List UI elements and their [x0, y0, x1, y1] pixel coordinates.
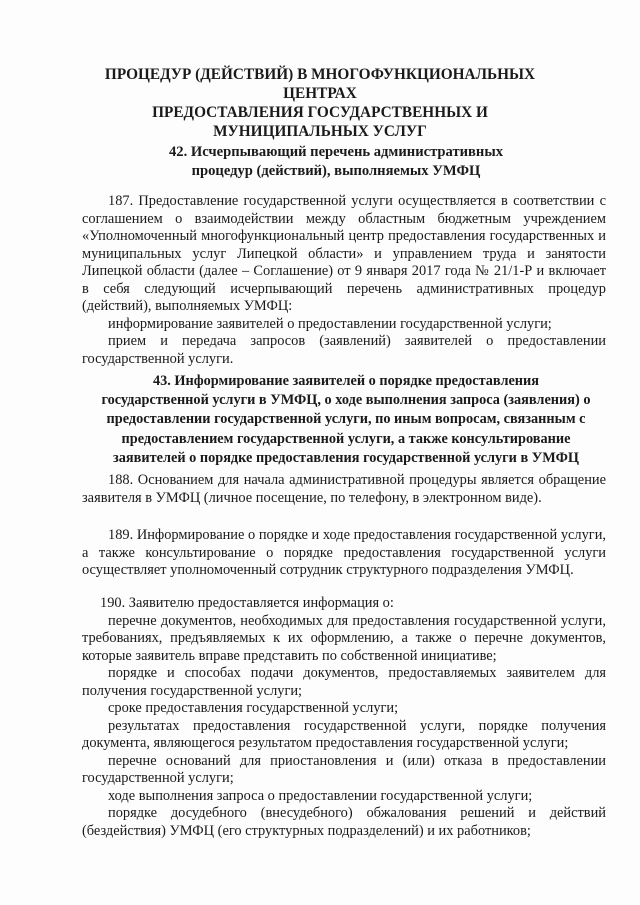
- heading-line: 43. Информирование заявителей о порядке предоставления: [152, 373, 540, 389]
- list-item: информирование заявителей о предоставлении государственной услуги;: [108, 315, 552, 332]
- title-line: МУНИЦИПАЛЬНЫХ УСЛУГ: [213, 123, 427, 140]
- list-item: перечне документов, необходимых для предоставления государственной услуги, требованиях, предъявляемых к их оформлению, а также о перечне документов, которые заявитель вправе представить по собственной инициативе;: [82, 612, 606, 664]
- list-item: порядке досудебного (внесудебного) обжалования решений и действий (бездействия) УМФЦ (его структурных подразделений) и их работников;: [82, 805, 606, 839]
- heading-line: предоставлении государственной услуги, по иным вопросам, связанным с: [106, 411, 586, 428]
- paragraph-188-block: [82, 472, 606, 507]
- title-line: ПРОЦЕДУР (ДЕЙСТВИЙ) В МНОГОФУНКЦИОНАЛЬНЫХ ЦЕНТРАХ: [104, 66, 536, 102]
- list-item: сроке предоставления государственной услуги;: [108, 700, 399, 716]
- paragraph-190: 190. Заявителю предоставляется информация о:: [100, 595, 394, 611]
- heading-line: процедур (действий), выполняемых УМФЦ: [191, 163, 481, 179]
- document-title: [70, 65, 570, 141]
- paragraph-189-block: [82, 527, 606, 580]
- list-item: порядке и способах подачи документов, предоставляемых заявителем для получения государственной услуги;: [82, 665, 606, 699]
- list-item: прием и передача запросов (заявлений) заявителей о предоставлении государственной услуги.: [82, 333, 606, 367]
- heading-line: государственной услуги в УМФЦ, о ходе выполнения запроса (заявления) о: [101, 392, 591, 409]
- paragraph-188: 188. Основанием для начала административной процедуры является обращение заявителя в УМФЦ (личное посещение, по телефону, в электронном виде).: [82, 472, 606, 506]
- heading-line: предоставлением государственной услуги, а также консультирование: [121, 430, 571, 447]
- list-item: ходе выполнения запроса о предоставлении государственной услуги;: [108, 787, 533, 804]
- section-43-heading: [82, 372, 610, 468]
- list-item: результатах предоставления государственной услуги, порядке получения документа, являющегося результатом предоставления государственной услуги;: [82, 717, 606, 751]
- section-42-body: [82, 193, 606, 368]
- list-item: перечне оснований для приостановления и (или) отказа в предоставлении государственной услуги;: [82, 752, 606, 786]
- section-42-heading: [140, 143, 532, 181]
- title-line: ПРЕДОСТАВЛЕНИЯ ГОСУДАРСТВЕННЫХ И: [152, 104, 488, 121]
- paragraph-190-block: [82, 595, 606, 840]
- heading-line: 42. Исчерпывающий перечень административных: [168, 144, 504, 160]
- heading-line: заявителей о порядке предоставления государственной услуги в УМФЦ: [113, 449, 579, 466]
- paragraph-187: 187. Предоставление государственной услуги осуществляется в соответствии с соглашением о взаимодействии между областным бюджетным учреждением «Уполномоченный многофункциональный центр предоставления государственных и муниципальных услуг Липецкой области» и управлением труда и занятости Липецкой области (далее – Соглашение) от 9 января 2017 года № 21/1-Р и включает в себя следующий исчерпывающий перечень административных процедур (действий), выполняемых УМФЦ:: [82, 193, 606, 314]
- paragraph-189: 189. Информирование о порядке и ходе предоставления государственной услуги, а также консультирование о порядке предоставления государственной услуги осуществляет уполномоченный сотрудник структурного подразделения УМФЦ.: [82, 527, 606, 578]
